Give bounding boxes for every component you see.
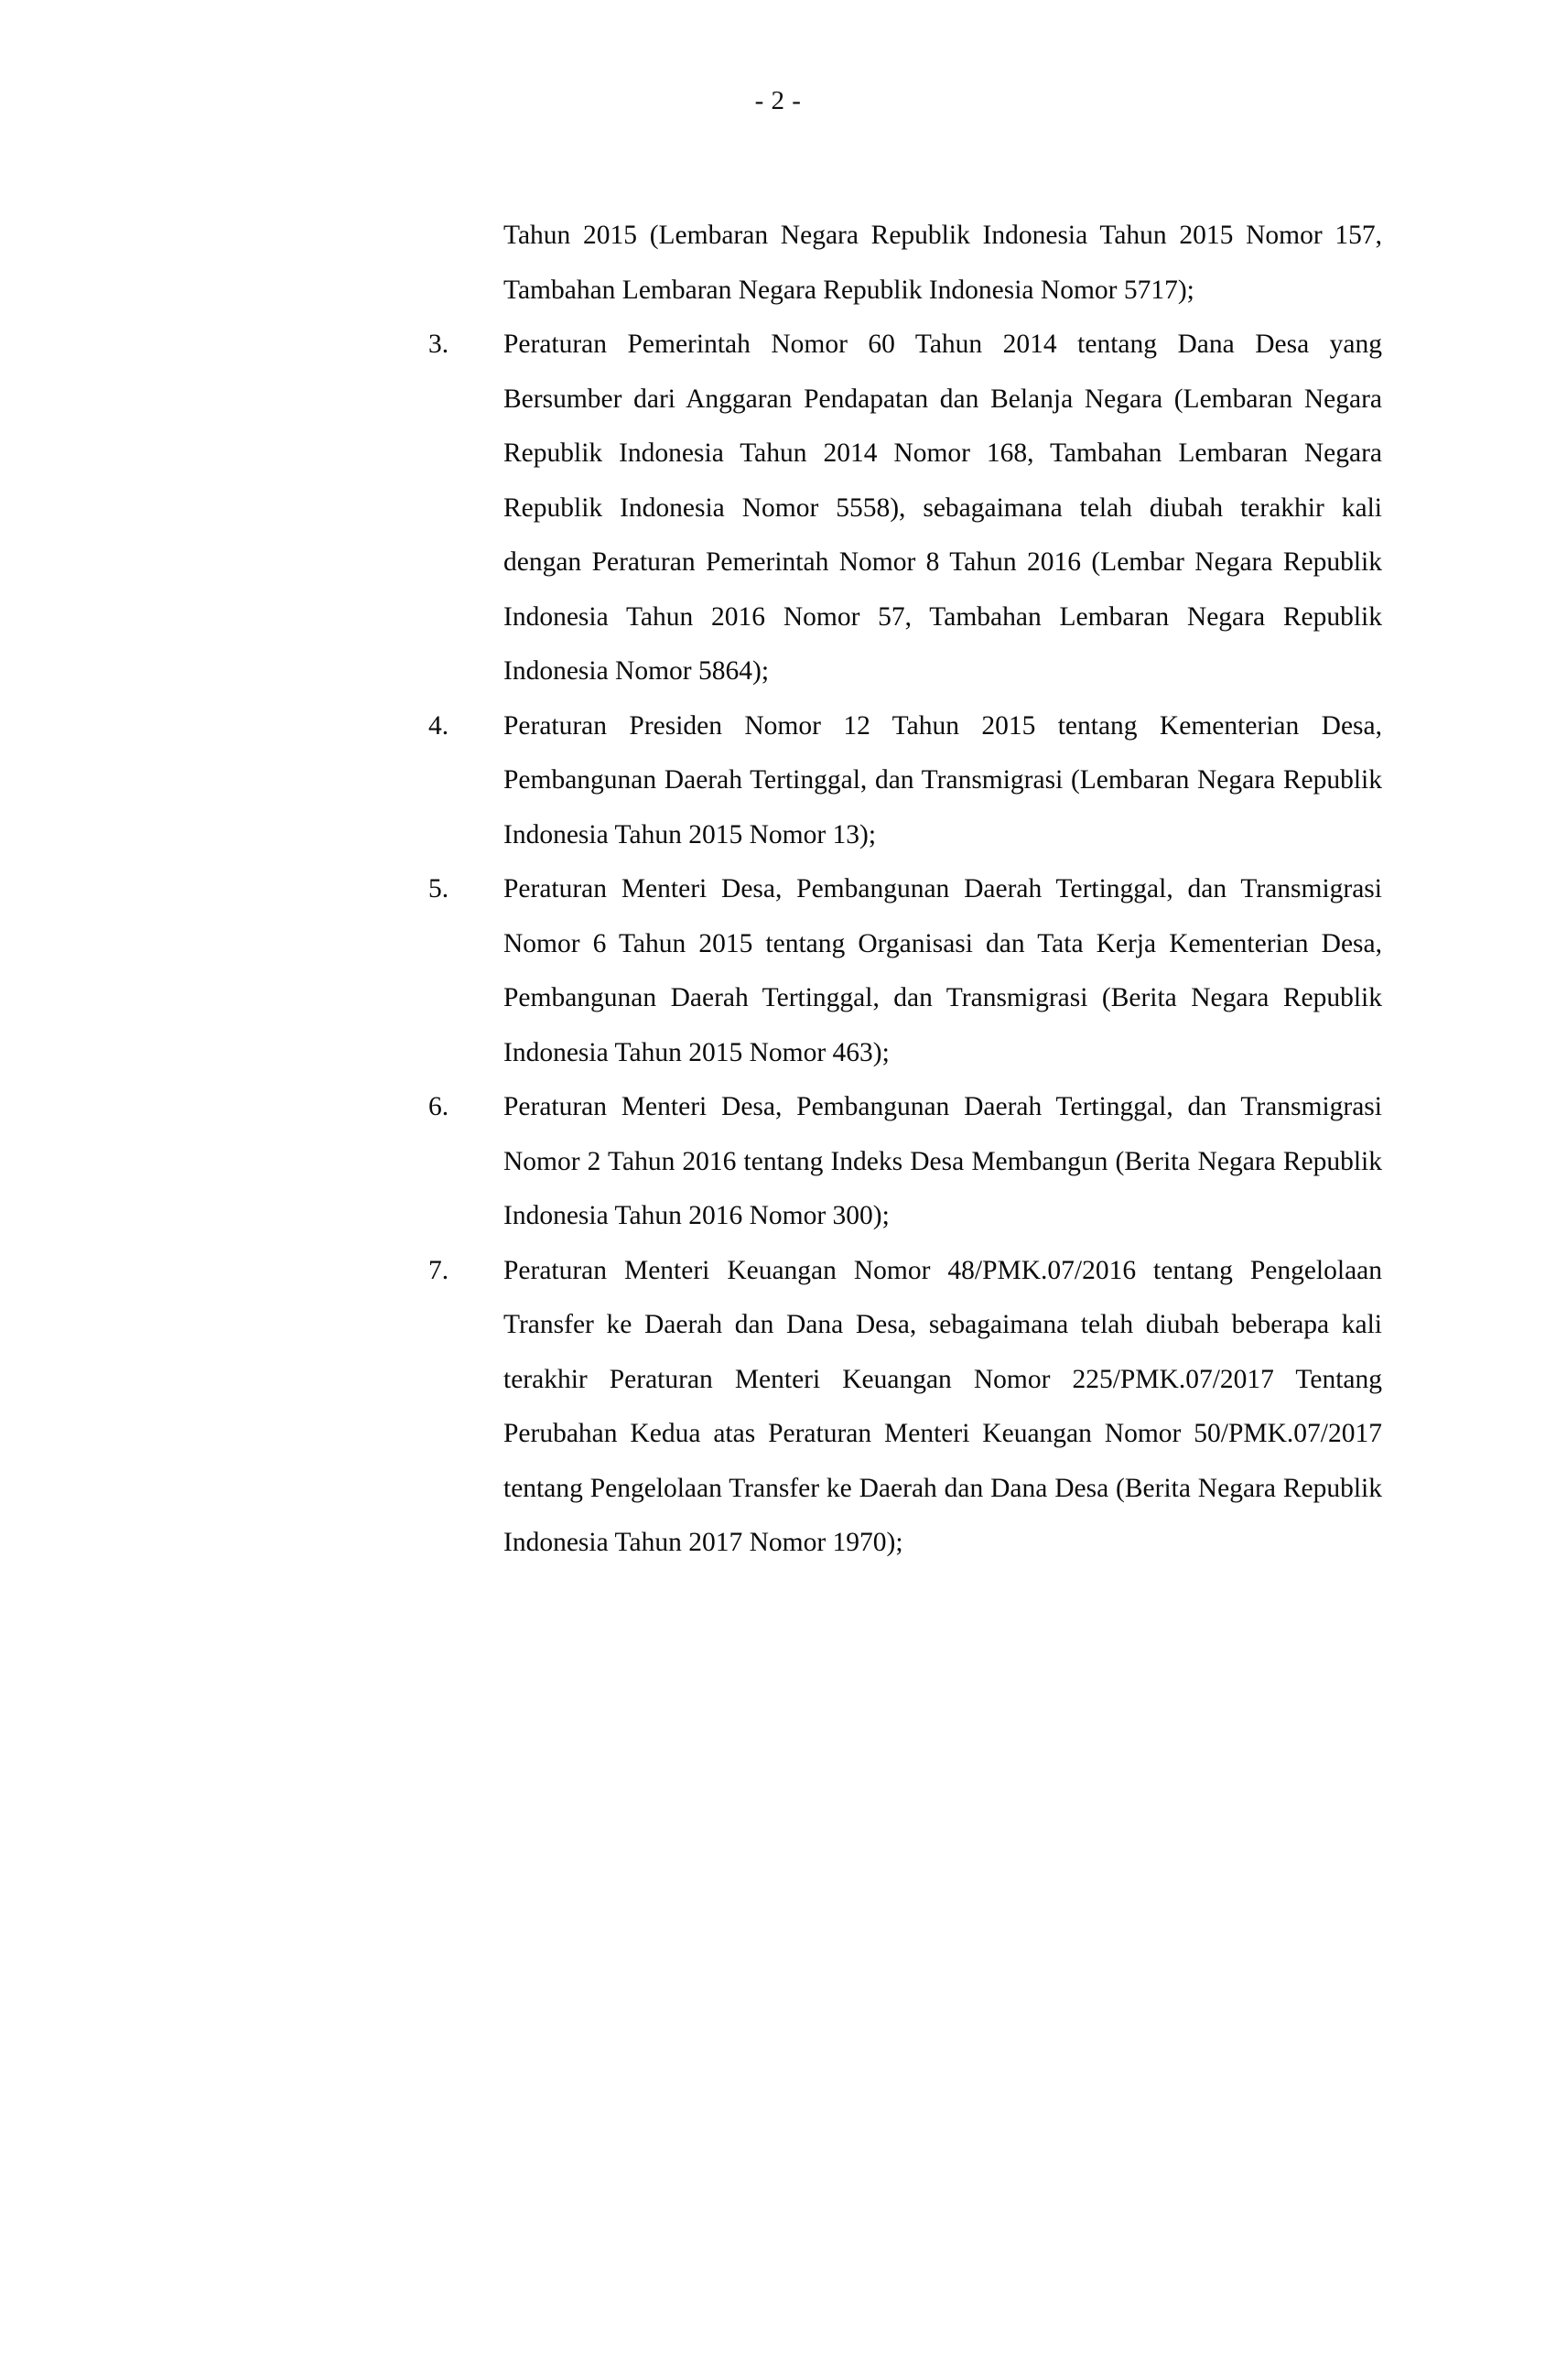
list-item bbox=[428, 1080, 1382, 1244]
list-item bbox=[428, 1244, 1382, 1571]
list-item-number: 6. bbox=[428, 1092, 449, 1121]
list-item-number: 3. bbox=[428, 330, 449, 359]
list-item-number: 5. bbox=[428, 874, 449, 903]
lead-paragraph: Tahun 2015 (Lembaran Negara Republik Indonesia Tahun 2015 Nomor 157, Tambahan Lembaran Negara Republik Indonesia Nomor 5717); bbox=[503, 221, 1382, 305]
list-item-text: Peraturan Pemerintah Nomor 60 Tahun 2014 tentang Dana Desa yang Bersumber dari Anggaran Pendapatan dan Belanja Negara (Lembaran Negara Republik Indonesia Tahun 2014 Nomor 168, Tambahan Lembaran Negara Republik Indonesia Nomor 5558), sebagaimana telah diubah terakhir kali dengan Peraturan Pemerintah Nomor 8 Tahun 2016 (Lembar Negara Republik Indonesia Tahun 2016 Nomor 57, Tambahan Lembaran Negara Republik Indonesia Nomor 5864); bbox=[503, 330, 1382, 686]
list-item bbox=[428, 318, 1382, 699]
considerations-list bbox=[428, 318, 1382, 1571]
list-item-number: 4. bbox=[428, 710, 449, 741]
page-number: - 2 - bbox=[754, 86, 802, 115]
list-item bbox=[428, 699, 1382, 863]
list-item-number: 7. bbox=[428, 1255, 449, 1285]
document-body bbox=[428, 209, 1382, 1571]
list-item bbox=[428, 862, 1382, 1080]
list-item-text: Peraturan Menteri Desa, Pembangunan Daerah Tertinggal, dan Transmigrasi Nomor 6 Tahun 2015 tentang Organisasi dan Tata Kerja Kementerian Desa, Pembangunan Daerah Tertinggal, dan Transmigrasi (Berita Negara Republik Indonesia Tahun 2015 Nomor 463); bbox=[503, 874, 1382, 1067]
list-item-text: Peraturan Menteri Keuangan Nomor 48/PMK.07/2016 tentang Pengelolaan Transfer ke Daerah dan Dana Desa, sebagaimana telah diubah beberapa kali terakhir Peraturan Menteri Keuangan Nomor 225/PMK.07/2017 Tentang Perubahan Kedua atas Peraturan Menteri Keuangan Nomor 50/PMK.07/2017 tentang Pengelolaan Transfer ke Daerah dan Dana Desa (Berita Negara Republik Indonesia Tahun 2017 Nomor 1970); bbox=[503, 1255, 1382, 1557]
list-item-text: Peraturan Menteri Desa, Pembangunan Daerah Tertinggal, dan Transmigrasi Nomor 2 Tahun 2016 tentang Indeks Desa Membangun (Berita Negara Republik Indonesia Tahun 2016 Nomor 300); bbox=[503, 1092, 1382, 1230]
list-item-text: Peraturan Presiden Nomor 12 Tahun 2015 tentang Kementerian Desa, Pembangunan Daerah Tertinggal, dan Transmigrasi (Lembaran Negara Republik Indonesia Tahun 2015 Nomor 13); bbox=[503, 710, 1382, 849]
